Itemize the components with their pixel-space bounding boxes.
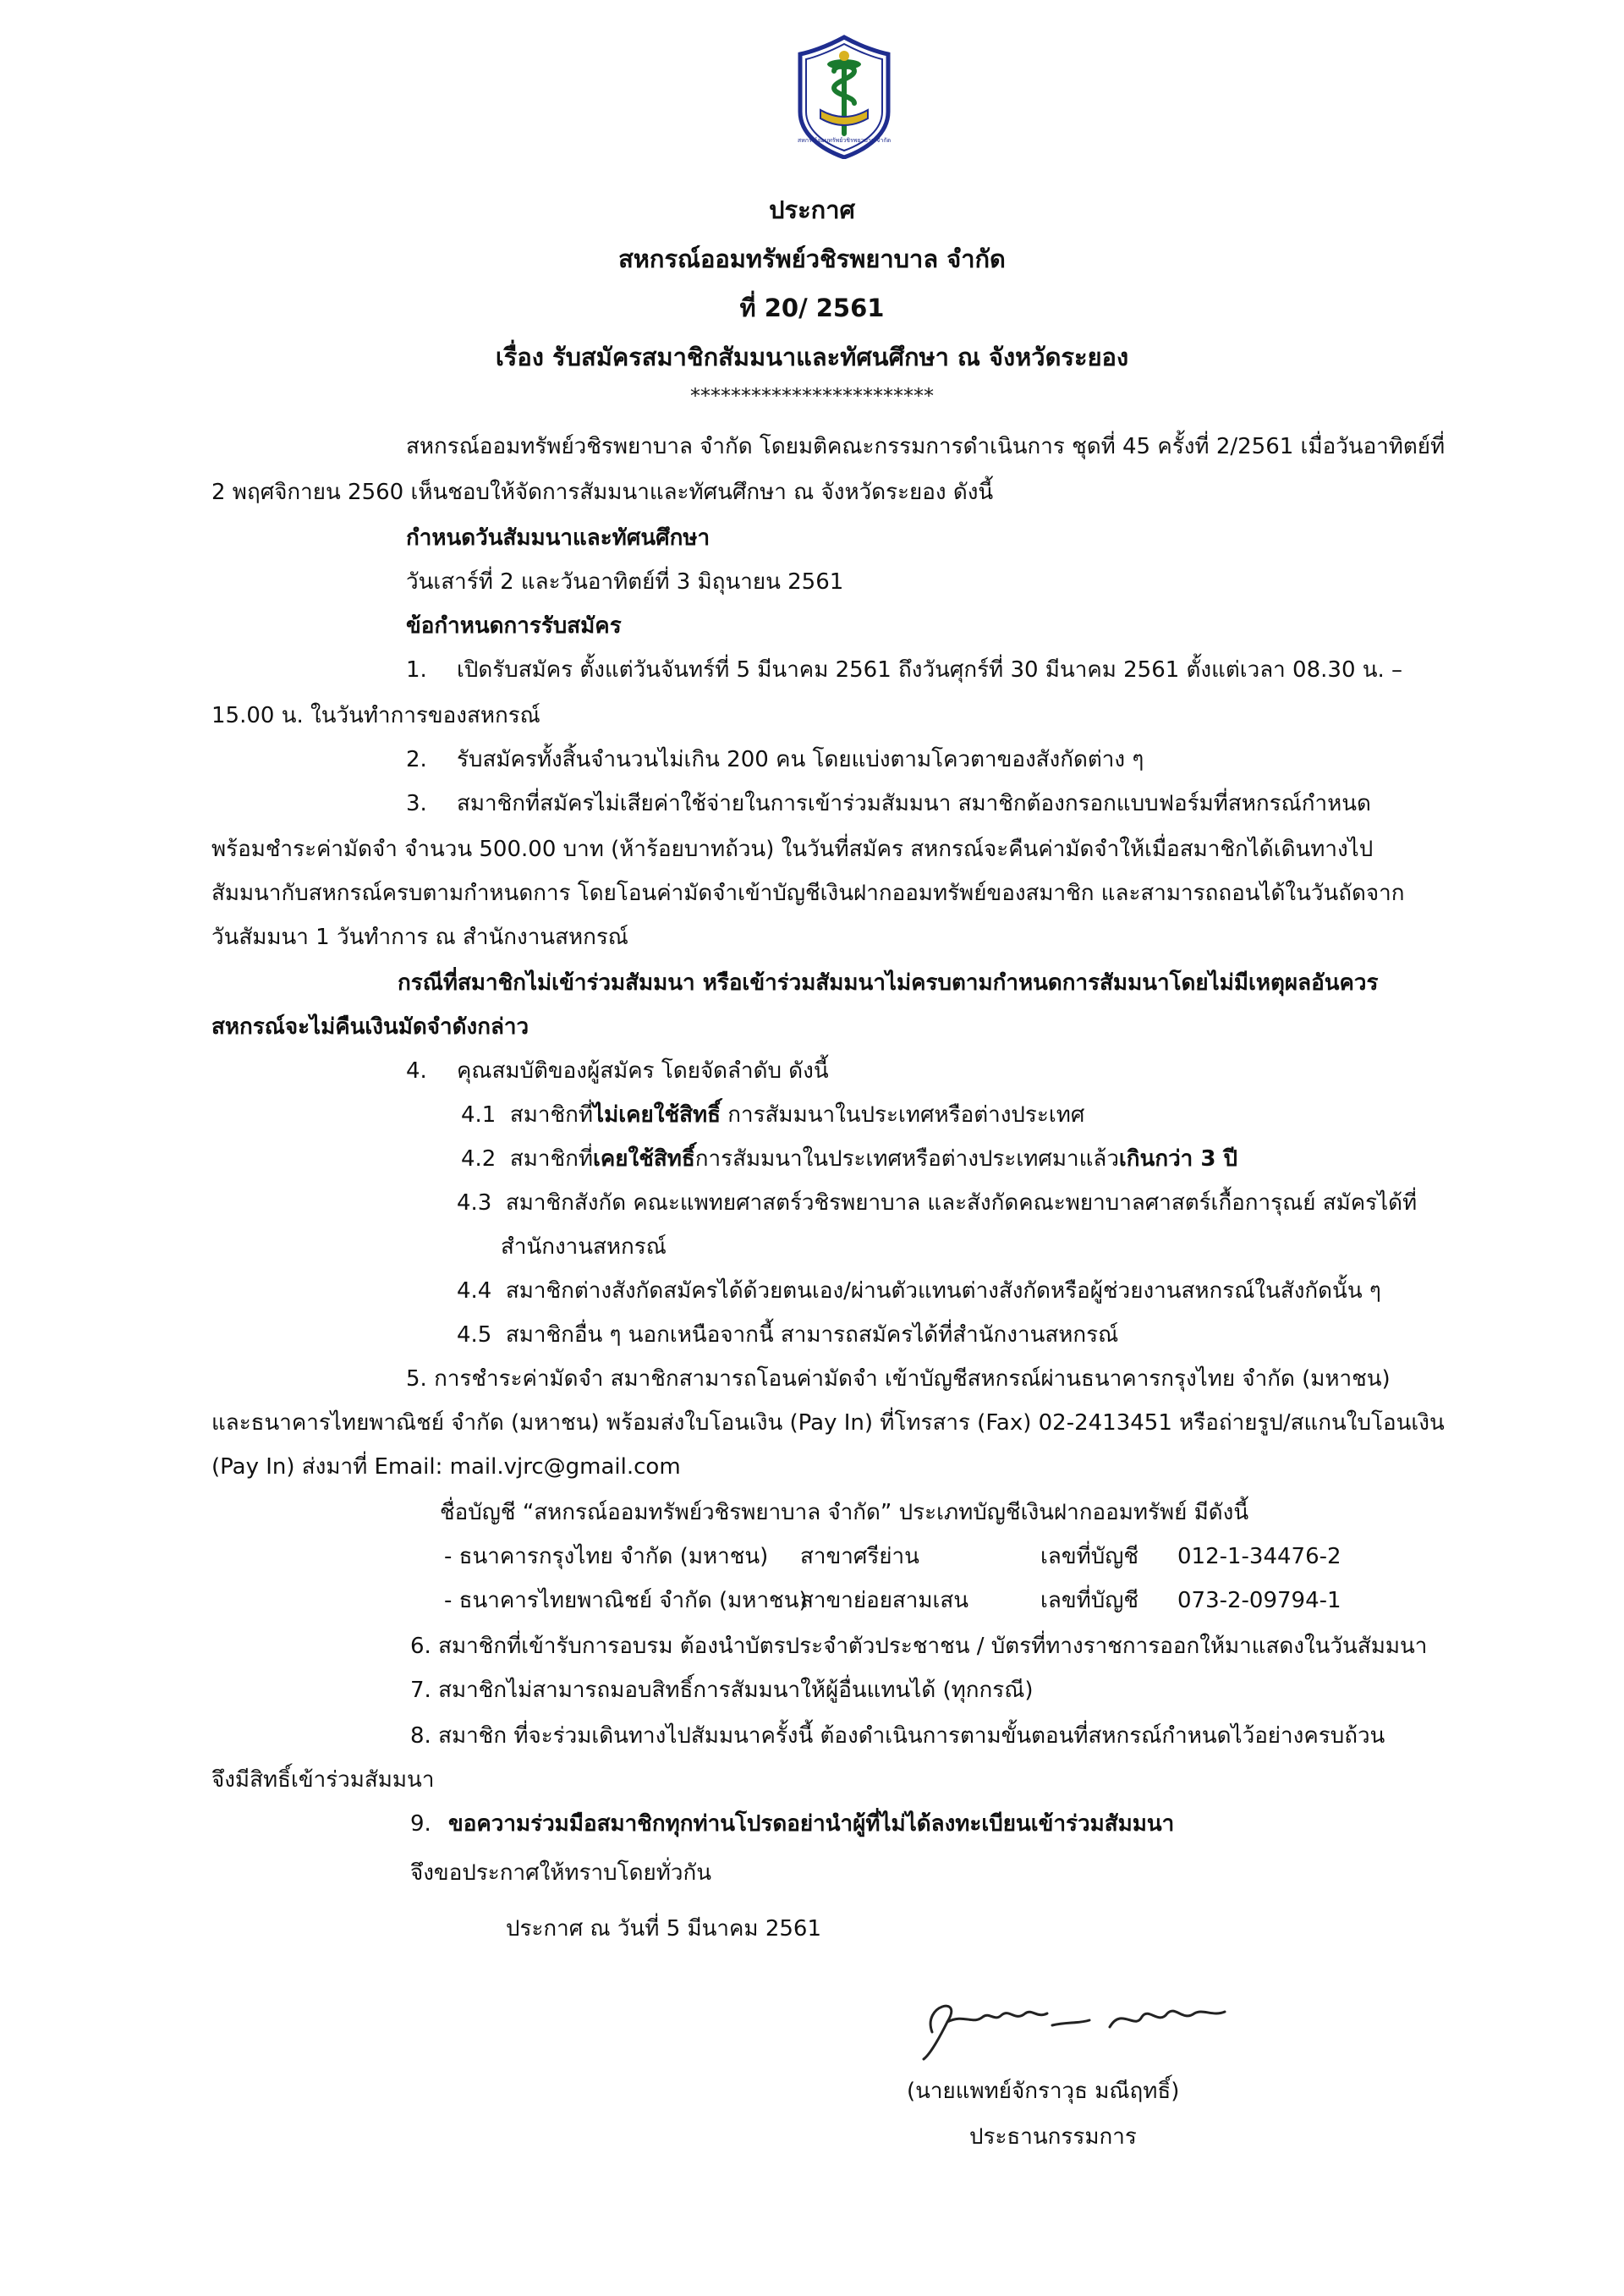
item-4-number: 4. <box>406 1058 427 1084</box>
item-3-line-4: วันสัมมนา 1 วันทำการ ณ สำนักงานสหกรณ์ <box>211 925 628 950</box>
bank-1-name: - ธนาคารกรุงไทย จำกัด (มหาชน) <box>444 1544 769 1569</box>
handwritten-signature <box>914 1988 1235 2064</box>
item-4-3-line-1: สมาชิกสังกัด คณะแพทยศาสตร์วชิรพยาบาล และสังกัดคณะพยาบาลศาสตร์เกื้อการุณย์ สมัครได้ที่ <box>505 1190 1418 1216</box>
bank-1-account-number: 012-1-34476-2 <box>1177 1544 1341 1569</box>
item-3-line-2: พร้อมชำระค่ามัดจำ จำนวน 500.00 บาท (ห้าร้อยบาทถ้วน) ในวันที่สมัคร สหกรณ์จะคืนค่ามัดจำให้เมื่อสมาชิกได้เดินทางไป <box>211 837 1374 862</box>
logo-text: สหกรณ์ออมทรัพย์วชิรพยาบาล จำกัด <box>797 137 892 144</box>
announcement-subject: เรื่อง รับสมัครสมาชิกสัมมนาและทัศนศึกษา ณ จังหวัดระยอง <box>495 343 1129 371</box>
item-3-line-1: สมาชิกที่สมัครไม่เสียค่าใช้จ่ายในการเข้าร่วมสัมมนา สมาชิกต้องกรอกแบบฟอร์มที่สหกรณ์กำหนด <box>457 791 1371 816</box>
signatory-name: (นายแพทย์จักราวุธ มณีฤทธิ์) <box>907 2079 1180 2104</box>
announcement-date: ประกาศ ณ วันที่ 5 มีนาคม 2561 <box>506 1916 821 1942</box>
cooperative-logo <box>795 34 893 159</box>
item-4-1-number: 4.1 <box>461 1102 497 1128</box>
bank-2-account-label: เลขที่บัญชี <box>1040 1588 1139 1613</box>
item-1-line-1: เปิดรับสมัคร ตั้งแต่วันจันทร์ที่ 5 มีนาคม 2561 ถึงวันศุกร์ที่ 30 มีนาคม 2561 ตั้งแต่เวลา 08.30 น. – <box>457 657 1403 683</box>
item-4-5 <box>457 1320 1118 1350</box>
organization-name: สหกรณ์ออมทรัพย์วชิรพยาบาล จำกัด <box>618 244 1006 273</box>
schedule-heading: กำหนดวันสัมมนาและทัศนศึกษา <box>406 525 710 551</box>
item-1-number: 1. <box>406 657 427 683</box>
intro-line-2: 2 พฤศจิกายน 2560 เห็นชอบให้จัดการสัมมนาและทัศนศึกษา ณ จังหวัดระยอง ดังนี้ <box>211 480 994 505</box>
closing-notice: จึงขอประกาศให้ทราบโดยทั่วกัน <box>410 1860 711 1886</box>
bank-2-branch: สาขาย่อยสามเสน <box>800 1588 969 1613</box>
announcement-number: ที่ 20/ 2561 <box>739 294 885 322</box>
item-8-line-1: 8. สมาชิก ที่จะร่วมเดินทางไปสัมมนาครั้งนี้ ต้องดำเนินการตามขั้นตอนที่สหกรณ์กำหนดไว้อย่างครบถ้วน <box>410 1723 1385 1749</box>
page-title: ประกาศ <box>769 195 855 224</box>
requirements-heading: ข้อกำหนดการรับสมัคร <box>406 613 622 639</box>
item-4-4-text: สมาชิกต่างสังกัดสมัครได้ด้วยตนเอง/ผ่านตัวแทนต่างสังกัดหรือผู้ช่วยงานสหกรณ์ในสังกัดนั้น ๆ <box>505 1278 1381 1304</box>
item-4-2-text-c: การสัมมนาในประเทศหรือต่างประเทศมาแล้ว <box>694 1146 1119 1172</box>
item-4-1-text-a: สมาชิกที่ <box>509 1102 594 1128</box>
item-8-line-2: จึงมีสิทธิ์เข้าร่วมสัมมนา <box>211 1767 435 1793</box>
item-4-2-text-a: สมาชิกที่ <box>509 1146 594 1172</box>
account-name-line: ชื่อบัญชี “สหกรณ์ออมทรัพย์วชิรพยาบาล จำกัด” ประเภทบัญชีเงินฝากออมทรัพย์ มีดังนี้ <box>440 1500 1249 1525</box>
schedule-dates: วันเสาร์ที่ 2 และวันอาทิตย์ที่ 3 มิถุนายน 2561 <box>406 569 844 595</box>
item-4-4 <box>457 1276 1381 1306</box>
warning-line-2: สหกรณ์จะไม่คืนเงินมัดจำดังกล่าว <box>211 1014 529 1040</box>
item-4-2-number: 4.2 <box>461 1146 497 1172</box>
item-4-1 <box>461 1100 1084 1130</box>
bank-1-account-label: เลขที่บัญชี <box>1040 1544 1139 1569</box>
item-5-line-1: 5. การชำระค่ามัดจำ สมาชิกสามารถโอนค่ามัดจำ เข้าบัญชีสหกรณ์ผ่านธนาคารกรุงไทย จำกัด (มหาชน) <box>406 1366 1391 1392</box>
item-2-text: รับสมัครทั้งสิ้นจำนวนไม่เกิน 200 คน โดยแบ่งตามโควตาของสังกัดต่าง ๆ <box>457 747 1144 772</box>
signatory-position: ประธานกรรมการ <box>969 2124 1137 2150</box>
header-separator: ************************ <box>690 384 934 408</box>
item-1-line-2: 15.00 น. ในวันทำการของสหกรณ์ <box>211 703 540 728</box>
item-5-line-2: และธนาคารไทยพาณิชย์ จำกัด (มหาชน) พร้อมส่งใบโอนเงิน (Pay In) ที่โทรสาร (Fax) 02-2413451 หรือถ่ายรูป/สแกนใบโอนเงิน <box>211 1410 1445 1436</box>
warning-line-1: กรณีที่สมาชิกไม่เข้าร่วมสัมมนา หรือเข้าร่วมสัมมนาไม่ครบตามกำหนดการสัมมนาโดยไม่มีเหตุผลอันควร <box>398 970 1379 996</box>
item-4-2-emphasis-2: เกินกว่า 3 ปี <box>1118 1146 1237 1172</box>
item-4-3-line-2: สำนักงานสหกรณ์ <box>501 1234 667 1260</box>
intro-line-1: สหกรณ์ออมทรัพย์วชิรพยาบาล จำกัด โดยมติคณะกรรมการดำเนินการ ชุดที่ 45 ครั้งที่ 2/2561 เมื่อวันอาทิตย์ที่ <box>406 434 1446 459</box>
item-4-text: คุณสมบัติของผู้สมัคร โดยจัดลำดับ ดังนี้ <box>457 1058 829 1084</box>
item-2-number: 2. <box>406 747 427 772</box>
item-4-3 <box>457 1188 1417 1218</box>
item-9-text: ขอความร่วมมือสมาชิกทุกท่านโปรดอย่านำผู้ที่ไม่ได้ลงทะเบียนเข้าร่วมสัมมนา <box>448 1811 1175 1837</box>
bank-1-branch: สาขาศรีย่าน <box>800 1544 919 1569</box>
item-3-number: 3. <box>406 791 427 816</box>
item-4-5-number: 4.5 <box>457 1322 492 1348</box>
bank-2-account-number: 073-2-09794-1 <box>1177 1588 1341 1613</box>
item-4-2-emphasis: เคยใช้สิทธิ์ <box>593 1146 695 1172</box>
item-4-2 <box>461 1144 1237 1174</box>
item-4-5-text: สมาชิกอื่น ๆ นอกเหนือจากนี้ สามารถสมัครได้ที่สำนักงานสหกรณ์ <box>505 1322 1119 1348</box>
item-7-text: 7. สมาชิกไม่สามารถมอบสิทธิ์การสัมมนาให้ผู้อื่นแทนได้ (ทุกกรณี) <box>410 1678 1034 1703</box>
item-9-number: 9. <box>410 1811 431 1837</box>
item-4-1-text-c: การสัมมนาในประเทศหรือต่างประเทศ <box>720 1102 1085 1128</box>
item-6-text: 6. สมาชิกที่เข้ารับการอบรม ต้องนำบัตรประจำตัวประชาชน / บัตรที่ทางราชการออกให้มาแสดงในวันสัมมนา <box>410 1634 1428 1659</box>
item-5-line-3: (Pay In) ส่งมาที่ Email: mail.vjrc@gmail.com <box>211 1454 681 1480</box>
item-3-line-3: สัมมนากับสหกรณ์ครบตามกำหนดการ โดยโอนค่ามัดจำเข้าบัญชีเงินฝากออมทรัพย์ของสมาชิก และสามารถถอนได้ในวันถัดจาก <box>211 881 1405 906</box>
item-4-4-number: 4.4 <box>457 1278 492 1304</box>
item-4-1-emphasis: ไม่เคยใช้สิทธิ์ <box>593 1102 721 1128</box>
bank-2-name: - ธนาคารไทยพาณิชย์ จำกัด (มหาชน) <box>444 1588 808 1613</box>
item-4-3-number: 4.3 <box>457 1190 492 1216</box>
